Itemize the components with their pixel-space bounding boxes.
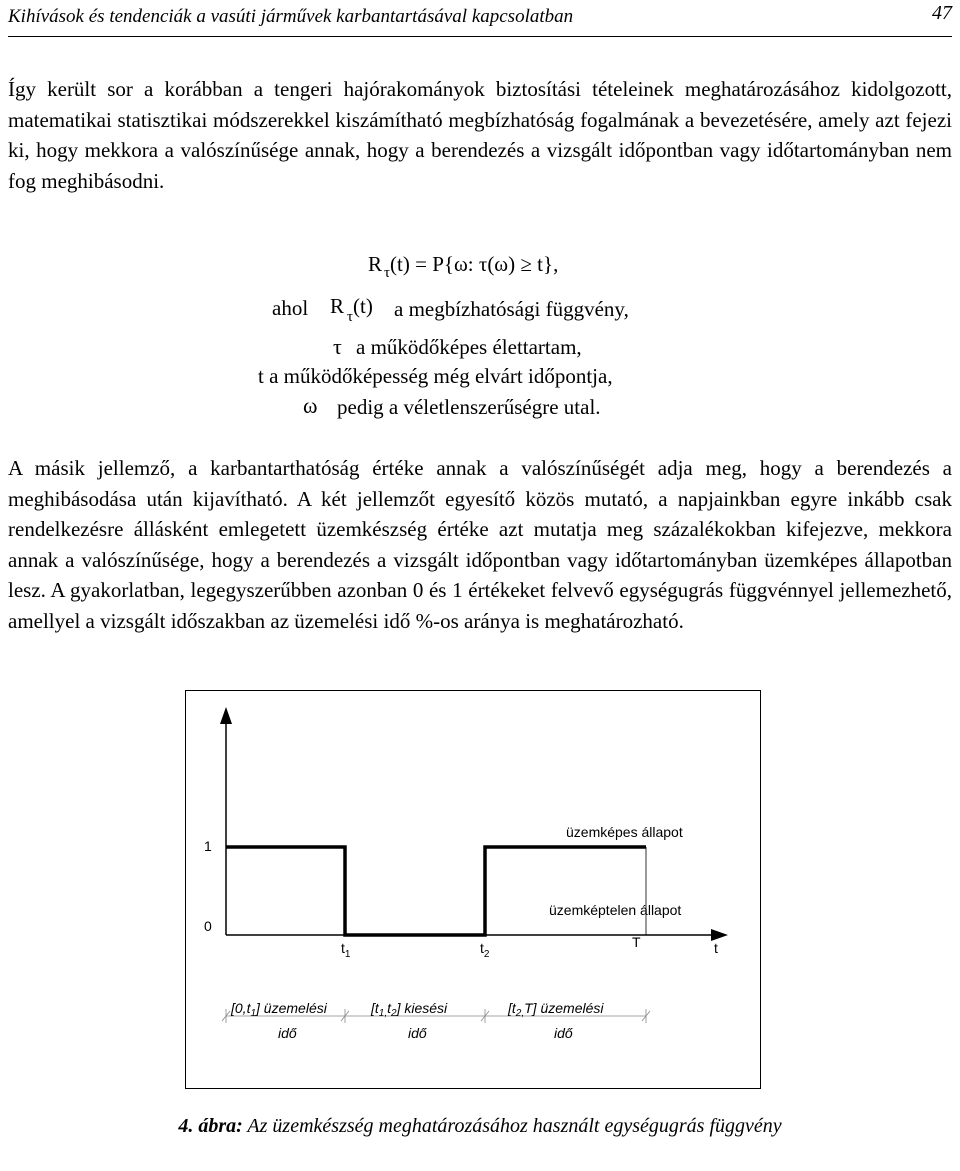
y-axis-arrow-icon — [220, 707, 232, 724]
page-header — [8, 0, 952, 37]
formula-lhs-sub: τ — [384, 265, 391, 281]
figure-caption — [100, 1112, 860, 1141]
def-tau-symbol: τ — [333, 334, 342, 359]
interval-label-uptime-2: $[t_{2,}T]$ üzemelési — [508, 1000, 604, 1019]
paragraph-reliability: Így került sor a korábban a tengeri hajórakományok biztosítási tételeinek meghatározásához kidolgozott, matematikai statisztikai módszerekkel kiszámítható megbízhatóság fogalmának a bevezetésére, amely azt fejezi ki, hogy mekkora a valószínűsége annak, hogy a berendezés a vizsgált időpontban vagy időtartományban nem fog meghibásodni. — [8, 77, 952, 193]
formula-rhs: (t) = P{ω: τ(ω) ≥ t}, — [390, 252, 559, 276]
def-r-arg: (t) — [353, 294, 373, 318]
down-state-label: üzemképtelen állapot — [549, 902, 682, 918]
up-state-label: üzemképes állapot — [566, 824, 683, 840]
interval-label-downtime-line2: idő — [408, 1025, 427, 1041]
interval-label-uptime-1-line2: idő — [278, 1025, 297, 1041]
y-tick-1: 1 — [204, 838, 212, 854]
x-tick-t1: $t_1$ — [341, 940, 351, 960]
x-tick-t2: $t_2$ — [480, 940, 490, 960]
x-tick-t: t — [714, 940, 718, 956]
page-number: 47 — [932, 2, 952, 24]
def-tau-description: a működőképes élettartam, — [356, 335, 582, 359]
running-title: Kihívások és tendenciák a vasúti járművek karbantartásával kapcsolatban — [8, 6, 574, 27]
def-t-line: t a működőképesség még elvárt időpontja, — [258, 364, 613, 388]
caption-label: 4. ábra: — [178, 1115, 243, 1137]
caption-text: Az üzemkészség meghatározásához használt egységugrás függvény — [242, 1115, 782, 1137]
def-r-sub: τ — [347, 309, 354, 325]
paragraph-availability: A másik jellemző, a karbantarthatóság értéke annak a valószínűségét adja meg, hogy a berendezés a meghibásodása után kijavítható. A két jellemzőt egyesítő közös mutató, a napjainkban egyre inkább csak rendelkezésre állásként emlegetett üzemkészség értéke azt mutatja meg százalékokban kifejezve, mekkora annak a valószínűsége, hogy a berendezés a vizsgált időpontban vagy időtartományban üzemképes állapotban lesz. A gyakorlatban, legegyszerűbben azonban 0 és 1 értékeket felvevő egységugrás függvénnyel jellemezhető, amellyel a vizsgált időszakban az üzemelési idő %-os aránya is meghatározható. — [8, 456, 952, 633]
interval-label-uptime-1: $[0,t_1]$ üzemelési — [231, 1000, 327, 1019]
step-function-svg — [186, 691, 762, 1090]
interval-label-downtime: $[t_{1,}t_2]$ kiesési — [371, 1000, 448, 1019]
formula-lhs: R — [368, 252, 383, 276]
step-function-figure — [185, 690, 761, 1089]
y-tick-0: 0 — [204, 918, 212, 934]
def-omega-description: pedig a véletlenszerűségre utal. — [337, 395, 601, 419]
x-tick-T: T — [632, 934, 641, 950]
def-ahol: ahol — [272, 296, 309, 320]
reliability-formula — [368, 252, 559, 281]
def-r-description: a megbízhatósági függvény, — [394, 297, 629, 321]
def-r-letter: R — [330, 294, 345, 318]
step-function-line — [226, 847, 646, 935]
def-r-symbol — [330, 294, 373, 325]
def-omega-symbol: ω — [303, 393, 318, 418]
interval-label-uptime-2-line2: idő — [554, 1025, 573, 1041]
